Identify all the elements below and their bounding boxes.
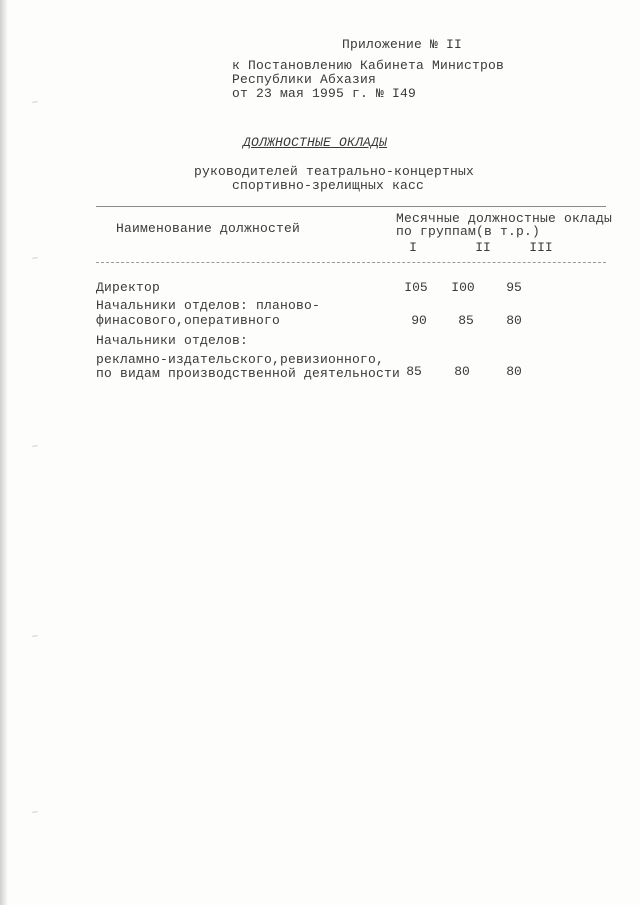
document-subtitle-line1: руководителей театрально-концертных <box>194 164 475 179</box>
table-cell-value: 80 <box>506 313 522 328</box>
table-cell-value: 80 <box>506 364 522 379</box>
group-header: II <box>475 240 491 255</box>
table-cell-value: 95 <box>506 280 522 295</box>
column-header-salaries-sub: по группам(в т.р.) <box>396 224 541 239</box>
republic-name: Республики Абхазия <box>232 72 377 87</box>
table-cell-value: 85 <box>406 364 422 379</box>
column-header-positions: Наименование должностей <box>116 221 301 236</box>
table-cell-value: 85 <box>458 313 474 328</box>
table-row-label: по видам производственной деятельности <box>96 366 401 381</box>
punch-hole-mark: ~ <box>30 441 40 455</box>
decree-reference: к Постановлению Кабинета Министров <box>232 58 505 73</box>
group-header: I <box>409 240 417 255</box>
decree-date: от 23 мая 1995 г. № I49 <box>232 86 417 101</box>
column-header-salaries: Месячные должностные оклады <box>396 211 613 226</box>
table-row-label: Начальники отделов: планово- <box>96 298 321 313</box>
table-cell-value: I05 <box>404 280 428 295</box>
document-title: ДОЛЖНОСТНЫЕ ОКЛАДЫ <box>243 135 388 150</box>
table-row-label: Директор <box>96 280 161 295</box>
scan-edge-shadow <box>0 0 8 905</box>
table-header-rule <box>96 262 606 263</box>
table-cell-value: 80 <box>454 364 470 379</box>
punch-hole-mark: ~ <box>30 97 40 111</box>
punch-hole-mark: ~ <box>30 807 40 821</box>
appendix-label: Приложение № II <box>342 37 463 52</box>
punch-hole-mark: ~ <box>30 631 40 645</box>
table-row-label: рекламно-издательского,ревизионного, <box>96 352 385 367</box>
document-subtitle-line2: спортивно-зрелищных касс <box>232 178 425 193</box>
punch-hole-mark: ~ <box>30 253 40 267</box>
group-header: III <box>529 240 553 255</box>
table-cell-value: I00 <box>451 280 475 295</box>
table-cell-value: 90 <box>411 313 427 328</box>
table-row-label: финасового,оперативного <box>96 313 281 328</box>
table-row-label: Начальники отделов: <box>96 333 249 348</box>
table-top-rule <box>96 206 606 207</box>
